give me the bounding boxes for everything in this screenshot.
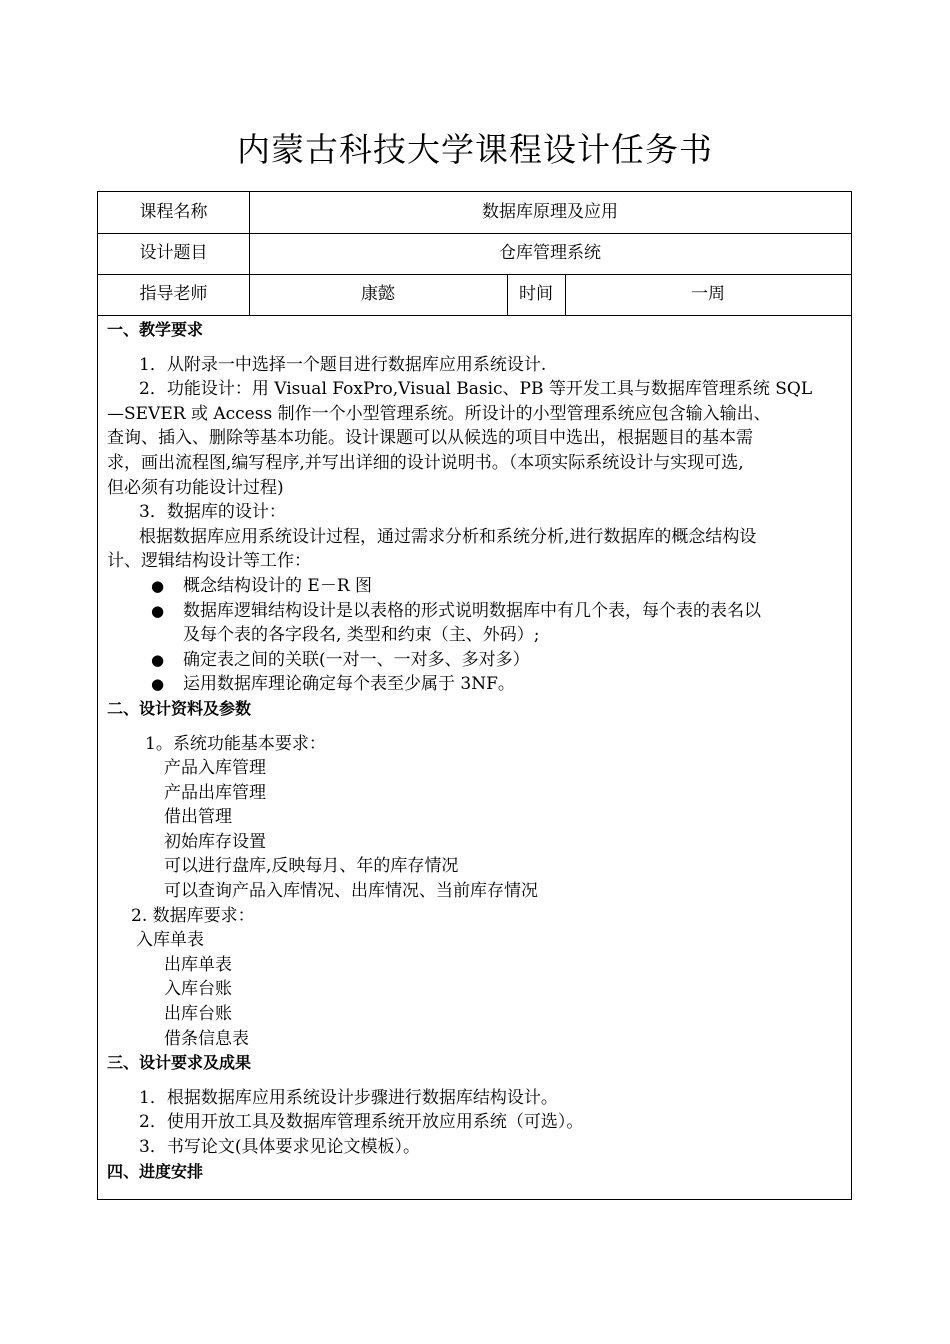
bullet-dot-icon: ● [151, 576, 165, 595]
list-item: 借条信息表 [164, 1028, 249, 1049]
bullet-item [107, 648, 842, 673]
section-heading-design-materials: 二、设计资料及参数 [107, 698, 252, 718]
time-value: 一周 [691, 284, 725, 304]
bullet-text-continued: 及每个表的各字段名, 类型和约束（主、外码）; [183, 625, 540, 646]
bullet-text: 数据库逻辑结构设计是以表格的形式说明数据库中有几个表，每个表的表名以 [183, 600, 761, 621]
bullet-dot-icon: ● [151, 601, 165, 620]
paragraph: 2．功能设计：用 Visual FoxPro,Visual Basic、PB 等开发工具与数据库管理系统 SQL [139, 379, 813, 400]
paragraph: 2．使用开放工具及数据库管理系统开放应用系统（可选）。 [139, 1112, 584, 1133]
course-name-value: 数据库原理及应用 [482, 202, 618, 222]
paragraph: 3．数据库的设计： [139, 502, 286, 523]
bullet-text: 运用数据库理论确定每个表至少属于 3NF。 [183, 674, 515, 695]
document-title: 内蒙古科技大学课程设计任务书 [237, 130, 713, 169]
list-item: 初始库存设置 [164, 831, 266, 852]
bullet-dot-icon: ● [151, 675, 165, 694]
list-item: 出库单表 [164, 954, 232, 975]
task-table [97, 191, 852, 1200]
list-item: 产品入库管理 [164, 758, 266, 779]
bullet-text: 概念结构设计的 E－R 图 [183, 575, 373, 596]
paragraph: 1。系统功能基本要求： [145, 733, 326, 754]
list-item: 可以进行盘库,反映每月、年的库存情况 [164, 856, 459, 877]
section-heading-design-outcomes: 三、设计要求及成果 [107, 1053, 252, 1073]
task-body [107, 318, 842, 1184]
list-item: 借出管理 [164, 807, 232, 828]
list-item: 入库台账 [164, 979, 232, 1000]
section-heading-schedule: 四、进度安排 [107, 1161, 204, 1181]
section-heading-teaching-requirements: 一、教学要求 [107, 320, 204, 339]
design-topic-label: 设计题目 [139, 243, 208, 263]
bullet-item [107, 599, 842, 624]
paragraph: 3．书写论文(具体要求见论文模板）。 [139, 1137, 420, 1157]
bullet-text: 确定表之间的关联(一对一、一对多、多对多） [183, 649, 530, 670]
paragraph: 查询、插入、删除等基本功能。设计课题可以从候选的项目中选出，根据题目的基本需 [107, 428, 753, 449]
paragraph: 但必须有功能设计过程) [107, 477, 284, 498]
paragraph: 根据数据库应用系统设计过程，通过需求分析和系统分析,进行数据库的概念结构设 [139, 526, 757, 547]
instructor-value: 康懿 [361, 284, 395, 304]
bullet-item [107, 574, 842, 599]
instructor-label: 指导老师 [139, 284, 208, 304]
list-item: 出库台账 [164, 1004, 232, 1025]
bullet-item [107, 672, 842, 697]
paragraph: 1．从附录一中选择一个题目进行数据库应用系统设计. [139, 354, 547, 375]
paragraph: —SEVER 或 Access 制作一个小型管理系统。所设计的小型管理系统应包含输入输出、 [107, 403, 771, 424]
list-item: 入库单表 [136, 930, 204, 951]
bullet-dot-icon: ● [151, 650, 165, 669]
paragraph: 1．根据数据库应用系统设计步骤进行数据库结构设计。 [139, 1087, 558, 1108]
design-topic-value: 仓库管理系统 [499, 243, 601, 263]
list-item: 可以查询产品入库情况、出库情况、当前库存情况 [164, 881, 538, 902]
time-label: 时间 [519, 284, 553, 304]
row-divider [98, 315, 851, 316]
paragraph: 2. 数据库要求： [131, 905, 255, 926]
list-item: 产品出库管理 [164, 782, 266, 803]
paragraph: 计、逻辑结构设计等工作： [107, 551, 311, 572]
paragraph: 求，画出流程图,编写程序,并写出详细的设计说明书。（本项实际系统设计与实现可选, [107, 452, 744, 473]
course-name-label: 课程名称 [139, 202, 208, 222]
